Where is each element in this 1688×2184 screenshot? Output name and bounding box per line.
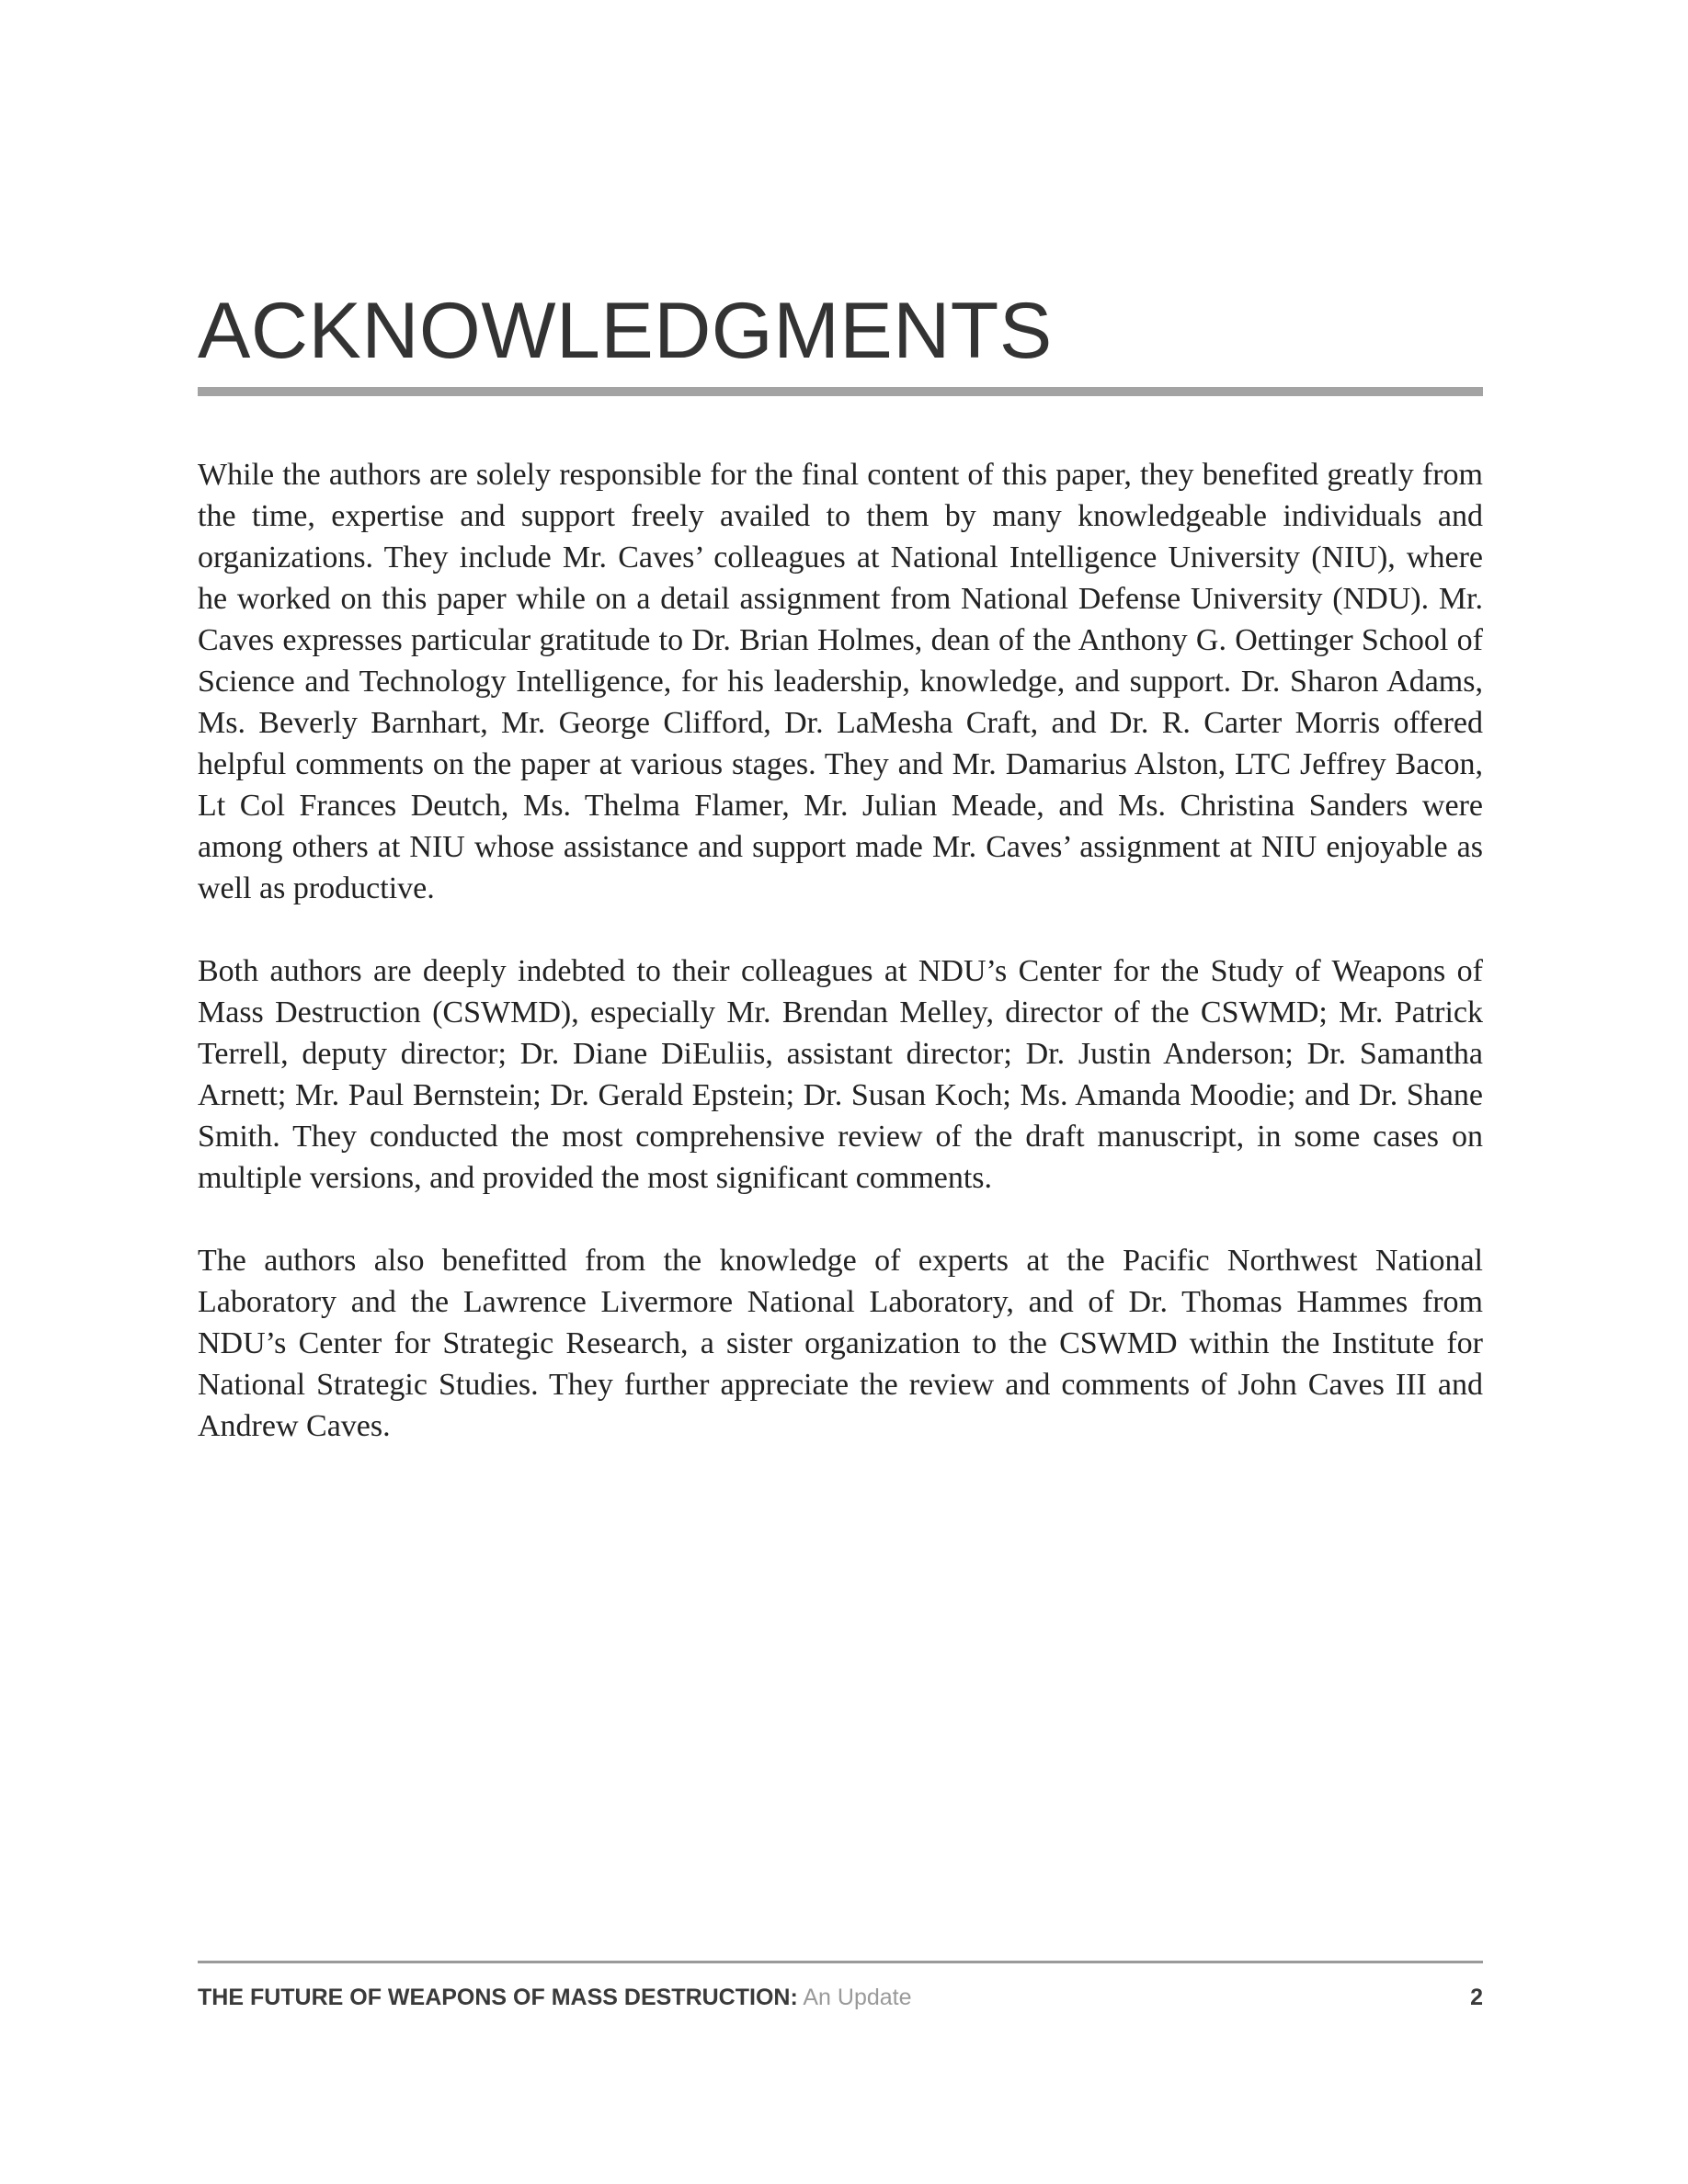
page-heading: ACKNOWLEDGMENTS (198, 287, 1053, 375)
running-footer (198, 1983, 912, 2012)
footer-subtitle: An Update (803, 1985, 912, 2010)
body-text (198, 454, 1483, 1488)
heading-divider (198, 387, 1483, 396)
paragraph-3: The authors also benefitted from the knowledge of experts at the Pacific Northwest National Laboratory and the Lawrence Livermore National Laboratory, and of Dr. Thomas Hammes from NDU’s Center for Strategic Research, a sister organization to the CSWMD within the Institute for National Strategic Studies. They further appreciate the review and comments of John Caves III and Andrew Caves. (198, 1244, 1483, 1443)
page-number: 2 (1470, 1985, 1483, 2010)
paragraph-2: Both authors are deeply indebted to their colleagues at NDU’s Center for the Study of Weapons of Mass Destruction (CSWMD), especially Mr. Brendan Melley, director of the CSWMD; Mr. Patrick Terrell, deputy director; Dr. Diane DiEuliis, assistant director; Dr. Justin Anderson; Dr. Samantha Arnett; Mr. Paul Bernstein; Dr. Gerald Epstein; Dr. Susan Koch; Ms. Amanda Moodie; and Dr. Shane Smith. They conducted the most comprehensive review of the draft manuscript, in some cases on multiple versions, and provided the most significant comments. (198, 954, 1483, 1195)
footer-title: THE FUTURE OF WEAPONS OF MASS DESTRUCTION: (198, 1985, 798, 2010)
footer-divider (198, 1961, 1483, 1963)
paragraph-1: While the authors are solely responsible for the final content of this paper, they benefited greatly from the time, expertise and support freely availed to them by many knowledgeable individuals and organizations. They include Mr. Caves’ colleagues at National Intelligence University (NIU), where he worked on this paper while on a detail assignment from National Defense University (NDU). Mr. Caves expresses particular gratitude to Dr. Brian Holmes, dean of the Anthony G. Oettinger School of Science and Technology Intelligence, for his leadership, knowledge, and support. Dr. Sharon Adams, Ms. Beverly Barnhart, Mr. George Clifford, Dr. LaMesha Craft, and Dr. R. Carter Morris offered helpful comments on the paper at various stages. They and Mr. Damarius Alston, LTC Jeffrey Bacon, Lt Col Frances Deutch, Ms. Thelma Flamer, Mr. Julian Meade, and Ms. Christina Sanders were among others at NIU whose assistance and support made Mr. Caves’ assignment at NIU enjoyable as well as productive. (198, 458, 1483, 905)
